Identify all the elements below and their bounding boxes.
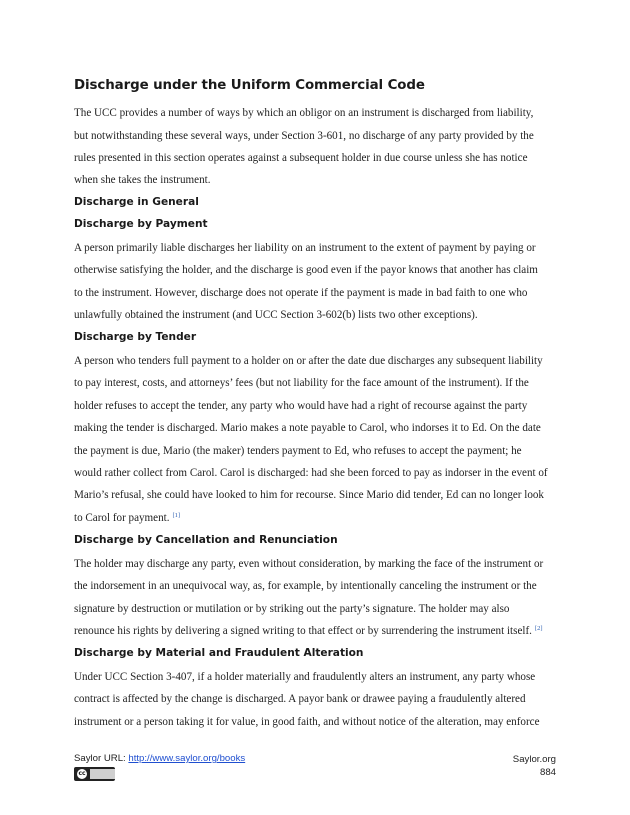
paragraph-text: to Carol for payment.: [74, 512, 170, 524]
paragraph-line: signature by destruction or mutilation or by striking out the party’s signature. The holder may also: [74, 603, 510, 615]
paragraph-text: renounce his rights by delivering a signed writing to that effect or by surrendering the instrument itself.: [74, 625, 532, 637]
footer-source: [74, 753, 245, 764]
footnote-link[interactable]: [1]: [172, 512, 181, 519]
page-number: 884: [539, 767, 556, 778]
section-heading: Discharge by Cancellation and Renunciation: [74, 534, 338, 546]
paragraph-line: otherwise satisfying the holder, and the discharge is good even if the payor knows that another has claim: [74, 264, 538, 276]
paragraph-line: but notwithstanding these several ways, under Section 3-601, no discharge of any party provided by the: [74, 130, 534, 142]
paragraph-line: A person primarily liable discharges her liability on an instrument to the extent of payment by paying or: [74, 242, 536, 254]
cc-logo-icon: cc: [76, 768, 88, 780]
footer-source-label: Saylor URL:: [74, 753, 129, 764]
paragraph-line: A person who tenders full payment to a holder on or after the date due discharges any subsequent liability: [74, 355, 543, 367]
page-title: Discharge under the Uniform Commercial Code: [74, 78, 425, 93]
paragraph-line: unlawfully obtained the instrument (and UCC Section 3-602(b) lists two other exceptions).: [74, 309, 478, 321]
license-bar: [90, 769, 115, 779]
paragraph-line: contract is affected by the change is discharged. A payor bank or drawee paying a fraudulently altered: [74, 693, 526, 705]
paragraph-line: [74, 512, 180, 524]
paragraph-line: [74, 625, 543, 637]
footer-source-link[interactable]: http://www.saylor.org/books: [128, 753, 246, 764]
paragraph-line: rules presented in this section operates against a subsequent holder in due course unless she has notice: [74, 152, 528, 164]
footer-right: [513, 753, 556, 779]
paragraph-line: holder refuses to accept the tender, any party who would have had a right of recourse against the party: [74, 400, 528, 412]
footer-site: Saylor.org: [512, 754, 556, 765]
paragraph-line: the payment is due, Mario (the maker) tenders payment to Ed, who refuses to accept the payment; he: [74, 445, 522, 457]
section-heading: Discharge by Material and Fraudulent Alteration: [74, 647, 364, 659]
paragraph-line: making the tender is discharged. Mario makes a note payable to Carol, who indorses it to Ed. On the date: [74, 422, 541, 434]
paragraph-line: would rather collect from Carol. Carol is discharged: had she been forced to pay as indorser in the event of: [74, 467, 548, 479]
paragraph-line: the indorsement in an unequivocal way, as, for example, by intentionally canceling the instrument or the: [74, 580, 537, 592]
paragraph-line: Mario’s refusal, she could have looked to him for recourse. Since Mario did tender, Ed can no longer look: [74, 489, 544, 501]
paragraph-line: to pay interest, costs, and attorneys’ fees (but not liability for the face amount of the instrument). If the: [74, 377, 529, 389]
paragraph-line: instrument or a person taking it for value, in good faith, and without notice of the alteration, may enforce: [74, 716, 540, 728]
section-heading: Discharge by Payment: [74, 218, 208, 230]
paragraph-line: to the instrument. However, discharge does not operate if the payment is made in bad faith to one who: [74, 287, 528, 299]
paragraph-line: The holder may discharge any party, even without consideration, by marking the face of the instrument or: [74, 558, 544, 570]
paragraph-line: The UCC provides a number of ways by which an obligor on an instrument is discharged from liability,: [74, 107, 534, 119]
section-heading: Discharge by Tender: [74, 331, 197, 343]
paragraph-line: when she takes the instrument.: [74, 174, 211, 186]
footnote-link[interactable]: [2]: [534, 625, 543, 632]
section-heading: Discharge in General: [74, 196, 199, 208]
creative-commons-icon: [74, 767, 115, 781]
paragraph-line: Under UCC Section 3-407, if a holder materially and fraudulently alters an instrument, any party whose: [74, 671, 536, 683]
